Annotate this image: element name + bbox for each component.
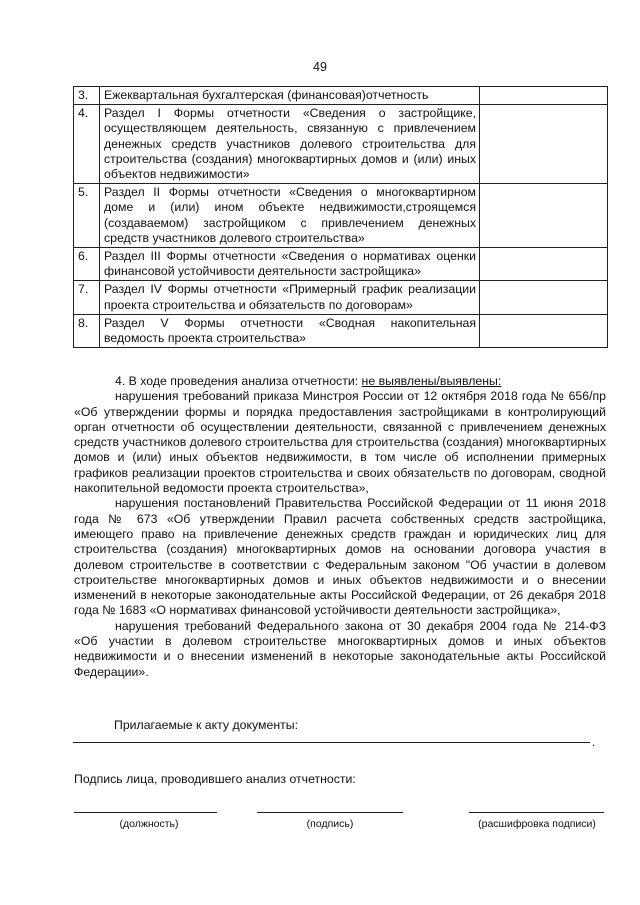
violation-paragraph-2: нарушения постановлений Правительства Российской Федерации от 11 июня 2018 года № 673 «Об утверждении Правил расчета собственных средств застройщика, имеющего право на привлечение денежных средств граждан и юридических лиц для строительства (создания) многоквартирных домов на основании договора участия в долевом строительстве в соответствии с Федеральным законом "Об участии в долевом строительстве многоквартирных домов и иных объектов недвижимости и о внесении изменений в некоторые законодательные акты Российской Федерации, от 26 декабря 2018 года № 1683 «О нормативах финансовой устойчивости деятельности застройщика»,	[74, 496, 606, 618]
report-forms-table	[73, 86, 608, 348]
signature-label: Подпись лица, проводившего анализ отчетности:	[74, 772, 356, 786]
table-row	[74, 248, 608, 281]
table-row	[74, 105, 608, 184]
decryption-caption: (расшифровка подписи)	[478, 818, 596, 830]
signature-line	[257, 812, 403, 813]
violation-paragraph-1: нарушения требований приказа Минстроя России от 12 октября 2018 года № 656/пр «Об утверждении формы и порядка предоставления застройщиками в контролирующий орган отчетности об осуществлении деятельности, связанной с привлечением денежных средств участников долевого строительства для строительства (создания) многоквартирных домов и (или) иных объектов недвижимости, в том числе об исполнении примерных графиков реализации проектов строительства и своих обязательств по договорам, сводной накопительной ведомости проекта строительства»,	[74, 389, 606, 496]
decryption-line	[469, 812, 604, 813]
row-description: Раздел I Формы отчетности «Сведения о застройщике, осуществляющем деятельность, связанную с привлечением денежных средств участников долевого строительства для строительства (создания) многоквартирных домов и (или) иных объектов недвижимости»	[100, 105, 480, 184]
row-description: Ежеквартальная бухгалтерская (финансовая)отчетность	[100, 87, 480, 105]
row-number: 8.	[74, 314, 100, 347]
row-empty-cell	[480, 105, 608, 184]
attachments-line-end: .	[592, 735, 596, 749]
row-empty-cell	[480, 281, 608, 314]
section-4-heading	[74, 374, 606, 389]
row-description: Раздел V Формы отчетности «Сводная накопительная ведомость проекта строительства»	[100, 314, 480, 347]
row-number: 4.	[74, 105, 100, 184]
section-4-intro: 4. В ходе проведения анализа отчетности:	[115, 374, 362, 388]
row-description: Раздел IV Формы отчетности «Примерный график реализации проекта строительства и обязательств по договорам»	[100, 281, 480, 314]
position-line	[74, 812, 217, 813]
row-empty-cell	[480, 87, 608, 105]
table-row	[74, 314, 608, 347]
table-row	[74, 87, 608, 105]
analysis-section	[74, 374, 606, 680]
section-4-status: не выявлены/выявлены:	[361, 374, 502, 388]
signature-caption: (подпись)	[306, 818, 354, 830]
attachments-line	[73, 742, 590, 743]
row-empty-cell	[480, 248, 608, 281]
violation-paragraph-3: нарушения требований Федерального закона от 30 декабря 2004 года № 214-ФЗ «Об участии в долевом строительстве многоквартирных домов и иных объектов недвижимости и о внесении изменений в некоторые законодательные акты Российской Федерации».	[74, 618, 606, 679]
row-number: 7.	[74, 281, 100, 314]
table-row	[74, 281, 608, 314]
row-number: 3.	[74, 87, 100, 105]
attachments-label: Прилагаемые к акту документы:	[114, 718, 299, 732]
table-row	[74, 184, 608, 248]
row-empty-cell	[480, 314, 608, 347]
row-number: 5.	[74, 184, 100, 248]
row-number: 6.	[74, 248, 100, 281]
row-description: Раздел III Формы отчетности «Сведения о нормативах оценки финансовой устойчивости деятельности застройщика»	[100, 248, 480, 281]
row-description: Раздел II Формы отчетности «Сведения о многоквартирном доме и (или) ином объекте недвижимости,строящемся (создаваемом) застройщиком с привлечением денежных средств участников долевого строительства»	[100, 184, 480, 248]
row-empty-cell	[480, 184, 608, 248]
position-caption: (должность)	[119, 818, 179, 830]
page-number: 49	[313, 60, 327, 74]
